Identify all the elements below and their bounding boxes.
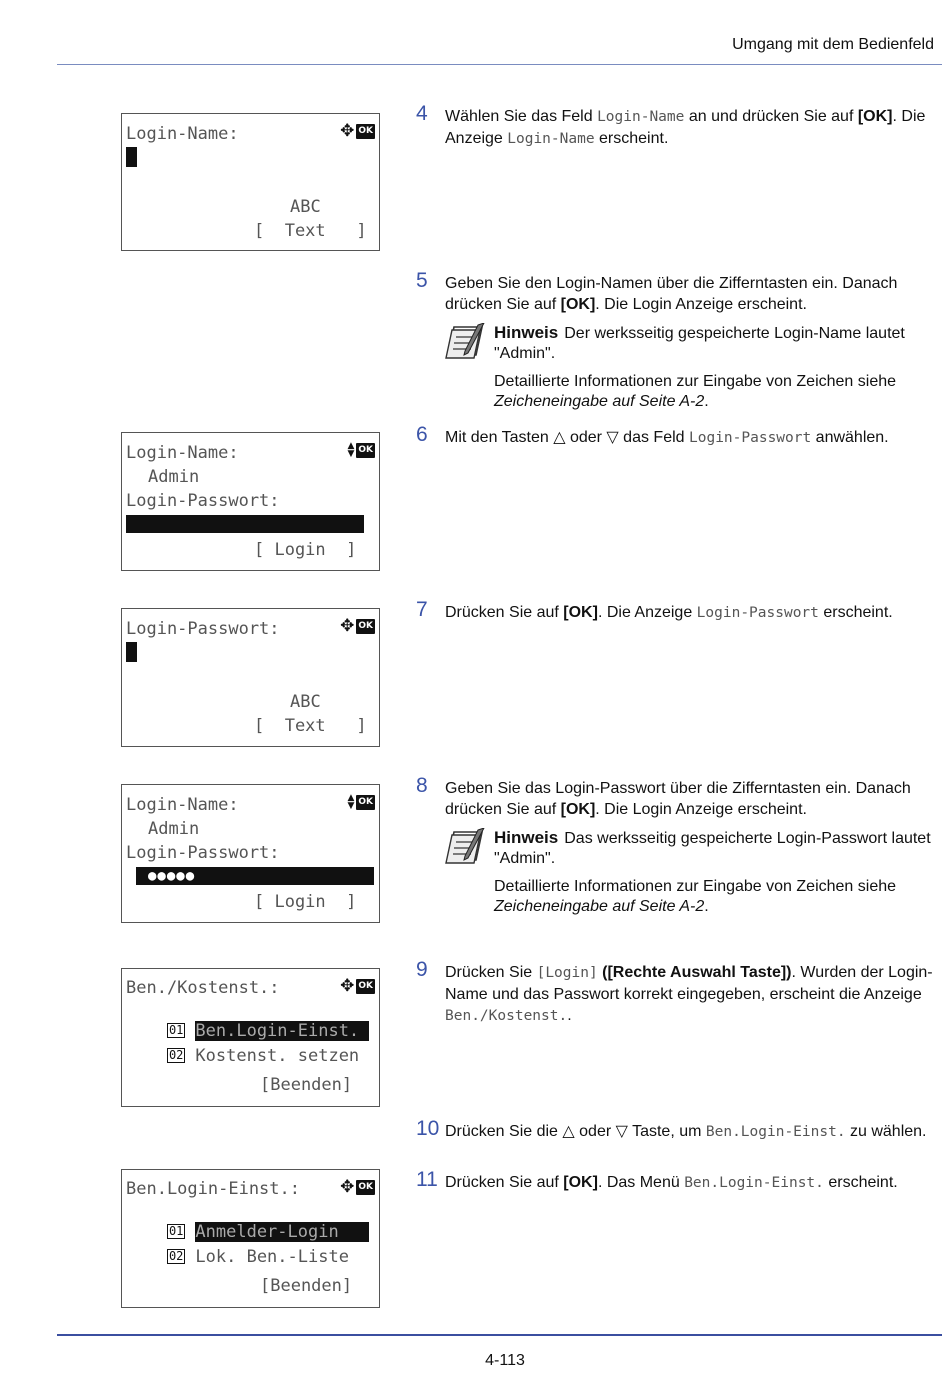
step-text: Mit den Tasten △ oder ▽ das Feld Login-Passwort anwählen. — [445, 429, 889, 446]
four-way-arrow-icon: ✥ — [340, 976, 355, 996]
up-down-arrow-icon: ▲ ▼ — [347, 793, 355, 811]
softkey-beenden: [Beenden] — [260, 1075, 353, 1095]
step-5 — [416, 269, 944, 412]
step-text: Drücken Sie auf [OK]. Das Menü Ben.Login-Einst. erscheint. — [445, 1174, 898, 1191]
lcd-screen-password-entry — [121, 608, 380, 747]
softkey-text: [ Text ] — [254, 221, 367, 241]
note-text: Der werksseitig gespeicherte Login-Name lautet "Admin". — [494, 325, 905, 362]
step-10 — [416, 1117, 944, 1143]
input-mode: ABC — [290, 197, 321, 217]
lcd-status-icons — [340, 978, 375, 995]
four-way-arrow-icon: ✥ — [340, 616, 355, 636]
step-number: 7 — [416, 598, 428, 621]
step-number: 8 — [416, 774, 428, 797]
up-down-arrow-icon: ▲ ▼ — [347, 441, 355, 459]
login-password-label: Login-Passwort: — [126, 843, 280, 863]
step-number: 10 — [416, 1117, 440, 1140]
step-7 — [416, 598, 944, 624]
lcd-screen-login — [121, 432, 380, 571]
login-name-value: Admin — [148, 819, 200, 839]
login-password-label: Login-Passwort: — [126, 491, 280, 511]
text-cursor — [126, 642, 137, 662]
menu-item-label: Lok. Ben.-Liste — [195, 1247, 349, 1267]
item-number-badge: 02 — [168, 1249, 184, 1263]
note-pad-icon — [444, 323, 486, 361]
note-pad-icon — [444, 828, 486, 866]
note-reference: Detaillierte Informationen zur Eingabe von Zeichen siehe Zeicheneingabe auf Seite A-2. — [494, 878, 897, 915]
step-number: 9 — [416, 958, 428, 981]
note-label: Hinweis — [494, 828, 559, 847]
step-text: Drücken Sie die △ oder ▽ Taste, um Ben.Login-Einst. zu wählen. — [445, 1123, 927, 1140]
header-rule — [57, 64, 942, 65]
running-header: Umgang mit dem Bedienfeld — [732, 36, 934, 53]
step-number: 4 — [416, 102, 428, 125]
softkey-beenden: [Beenden] — [260, 1276, 353, 1296]
ok-key-icon: OK — [356, 795, 375, 810]
item-number-badge: 01 — [168, 1224, 184, 1238]
step-4 — [416, 102, 944, 150]
step-text: Drücken Sie auf [OK]. Die Anzeige Login-Passwort erscheint. — [445, 604, 893, 621]
lcd-status-icons — [347, 794, 375, 810]
step-number: 11 — [416, 1168, 438, 1191]
note-text: Das werksseitig gespeicherte Login-Passwort lautet "Admin". — [494, 830, 931, 867]
lcd-screen-login-name-entry — [121, 113, 380, 251]
note-box — [494, 828, 944, 917]
lcd-title: Login-Name: — [126, 443, 239, 463]
ok-key-icon: OK — [356, 619, 375, 634]
lcd-screen-ben-kostenst — [121, 968, 380, 1107]
four-way-arrow-icon: ✥ — [340, 1177, 355, 1197]
password-mask: ●●●●● — [148, 868, 196, 884]
lcd-screen-ben-login-einst — [121, 1169, 380, 1308]
ok-key-icon: OK — [356, 1180, 375, 1195]
text-cursor — [126, 147, 137, 167]
lcd-screen-login-filled — [121, 784, 380, 923]
menu-item-label: Anmelder-Login — [195, 1222, 339, 1242]
note-label: Hinweis — [494, 323, 559, 342]
lcd-title: Ben.Login-Einst.: — [126, 1179, 300, 1199]
password-field-highlight — [126, 515, 364, 533]
item-number-badge: 01 — [168, 1023, 184, 1037]
softkey-login: [ Login ] — [254, 540, 357, 560]
item-number-badge: 02 — [168, 1048, 184, 1062]
softkey-login: [ Login ] — [254, 892, 357, 912]
step-text: Geben Sie das Login-Passwort über die Zifferntasten ein. Danach drücken Sie auf [OK]. Die Login Anzeige erscheint. — [445, 780, 911, 818]
menu-item-label: Kostenst. setzen — [195, 1046, 360, 1066]
input-mode: ABC — [290, 692, 321, 712]
ok-key-icon: OK — [356, 124, 375, 139]
lcd-status-icons — [340, 123, 375, 140]
softkey-text: [ Text ] — [254, 716, 367, 736]
ok-key-icon: OK — [356, 979, 375, 994]
step-number: 5 — [416, 269, 428, 292]
login-name-value: Admin — [148, 467, 200, 487]
note-box — [494, 323, 944, 412]
lcd-title: Ben./Kostenst.: — [126, 978, 280, 998]
step-9 — [416, 958, 944, 1027]
lcd-status-icons — [347, 442, 375, 458]
step-8 — [416, 774, 944, 917]
password-field-highlight — [136, 867, 374, 885]
step-6 — [416, 423, 944, 449]
step-text: Geben Sie den Login-Namen über die Zifferntasten ein. Danach drücken Sie auf [OK]. Die Login Anzeige erscheint. — [445, 275, 898, 313]
lcd-title: Login-Name: — [126, 795, 239, 815]
footer-rule — [57, 1334, 942, 1336]
note-reference: Detaillierte Informationen zur Eingabe von Zeichen siehe Zeicheneingabe auf Seite A-2. — [494, 373, 897, 410]
lcd-title: Login-Passwort: — [126, 619, 280, 639]
lcd-status-icons — [340, 1179, 375, 1196]
page-number: 4-113 — [485, 1352, 525, 1369]
four-way-arrow-icon: ✥ — [340, 121, 355, 141]
step-11 — [416, 1168, 944, 1194]
menu-item-label: Ben.Login-Einst. — [195, 1021, 360, 1041]
lcd-status-icons — [340, 618, 375, 635]
ok-key-icon: OK — [356, 443, 375, 458]
step-number: 6 — [416, 423, 428, 446]
step-text: Wählen Sie das Feld Login-Name an und drücken Sie auf [OK]. Die Anzeige Login-Name erscheint. — [445, 108, 926, 147]
lcd-title: Login-Name: — [126, 124, 239, 144]
step-text: Drücken Sie [Login] ([Rechte Auswahl Taste]). Wurden der Login-Name und das Passwort korrekt eingegeben, erscheint die Anzeige Ben./Kostenst.. — [445, 964, 933, 1024]
